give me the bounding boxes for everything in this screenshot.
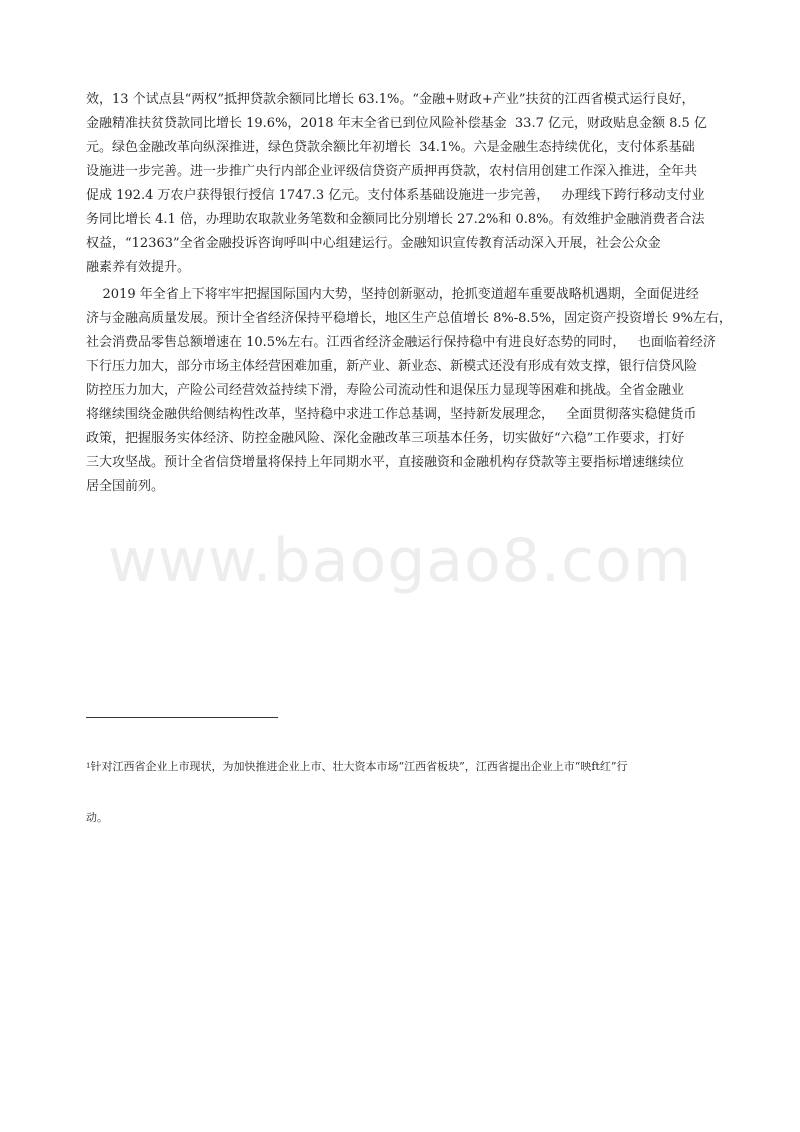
body-text bbox=[86, 88, 738, 499]
paragraph-2 bbox=[86, 283, 738, 499]
text-line: 务同比增长 4.1 倍，办理助农取款业务笔数和金额同比分别增长 27.2%和 0.8%。有效维护金融消费者合法 bbox=[86, 212, 705, 227]
text-line: 社会消费品零售总额增速在 10.5%左右。江西省经济金融运行保持稳中有进良好态势的同时， 也面临着经济 bbox=[86, 335, 716, 350]
text-line: 融素养有效提升。 bbox=[86, 260, 191, 275]
text-line: 促成 192.4 万农户获得银行授信 1747.3 亿元。支付体系基础设施进一步完善， 办理线下跨行移动支付业 bbox=[86, 188, 705, 203]
text-line: 权益，“12363”全省金融投诉咨询呼叫中心组建运行。金融知识宣传教育活动深入开展，社会公众金 bbox=[86, 236, 661, 251]
text-line: 效，13 个试点县“两权”抵押贷款余额同比增长 63.1%。“金融+财政+产业”扶贫的江西省模式运行良好， bbox=[86, 92, 695, 107]
text-line: 元。绿色金融改革向纵深推进，绿色贷款余额比年初增长 34.1%。六是金融生态持续优化，支付体系基础 bbox=[86, 140, 695, 155]
watermark: www.baogao8.com bbox=[107, 526, 693, 596]
text-line: 2019 年全省上下将牢牢把握国际国内大势，坚持创新驱动，抢抓变道超车重要战略机遇期，全面促进经 bbox=[86, 287, 699, 302]
text-line: 将继续围绕金融供给侧结构性改革，坚持稳中求进工作总基调，坚持新发展理念， 全面贯彻落实稳健货币 bbox=[86, 407, 697, 422]
footnote-line bbox=[86, 758, 738, 775]
text-line: 居全国前列。 bbox=[86, 479, 165, 494]
paragraph-1 bbox=[86, 88, 738, 280]
text-line: 济与金融高质量发展。预计全省经济保持平稳增长，地区生产总值增长 8%-8.5%，固定资产投资增长 9%左右， bbox=[86, 311, 732, 326]
footnote-marker: 1 bbox=[86, 762, 91, 770]
footnote bbox=[86, 724, 738, 860]
text-line: 防控压力加大，产险公司经营效益持续下滑，寿险公司流动性和退保压力显现等困难和挑战。全省金融业 bbox=[86, 383, 685, 398]
text-line: 下行压力加大，部分市场主体经营困难加重，新产业、新业态、新模式还没有形成有效支撑，银行信贷风险 bbox=[86, 359, 698, 374]
footnote-divider bbox=[86, 717, 278, 718]
text-line: 政策，把握服务实体经济、防控金融风险、深化金融改革三项基本任务，切实做好“六稳”工作要求，打好 bbox=[86, 431, 685, 446]
text-line: 设施进一步完善。进一步推广央行内部企业评级信贷资产质押再贷款，农村信用创建工作深入推进，全年共 bbox=[86, 164, 698, 179]
text-line: 金融精准扶贫贷款同比增长 19.6%，2018 年末全省已到位风险补偿基金 33.7 亿元，财政贴息金额 8.5 亿 bbox=[86, 116, 707, 131]
footnote-line: 动。 bbox=[86, 811, 108, 824]
footnote-text: 针对江西省企业上市现状，为加快推进企业上市、壮大资本市场“江西省板块”，江西省提出企业上市“映ft红”行 bbox=[90, 760, 628, 773]
text-line: 三大攻坚战。预计全省信贷增量将保持上年同期水平，直接融资和金融机构存贷款等主要指标增速继续位 bbox=[86, 455, 685, 470]
